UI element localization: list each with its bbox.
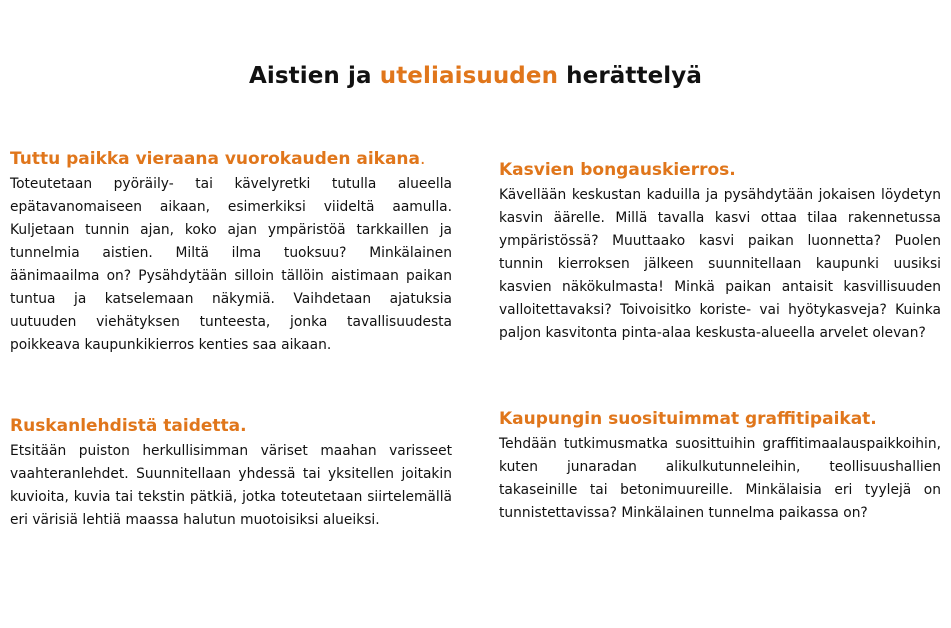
section-body: Kävellään keskustan kaduilla ja pysähdytään jokaisen löydetyn kasvin äärelle. Millä tavalla kasvi ottaa tilaa rakennetussa ympäristössä? Muuttaako kasvi paikan luonnetta? Puolen tunnin kierroksen jälkeen suunnitellaan kaupunki uusiksi kasvien näkökulmasta! Minkä paikan antaisit kasvillisuuden valloitettavaksi? Toivoisitko koriste- vai hyötykasveja? Kuinka paljon kasvitonta pinta-alaa keskusta-alueella arvelet olevan? [499, 187, 941, 341]
page-title-highlight: uteliaisuuden [379, 63, 559, 90]
section-title: Ruskanlehdistä taidetta. [10, 416, 247, 436]
page-title-part-2: herättelyä [558, 63, 702, 90]
page-title [0, 60, 951, 92]
section-title: Kaupungin suosituimmat graffitipaikat. [499, 409, 877, 429]
section-plant-spotting [499, 158, 941, 345]
section-familiar-place [10, 147, 452, 357]
section-title: Kasvien bongauskierros. [499, 160, 736, 180]
section-title-suffix: . [420, 149, 426, 169]
page-title-part-1: Aistien ja [248, 63, 380, 90]
section-body: Tehdään tutkimusmatka suosittuihin graffitimaalauspaikkoihin, kuten junaradan alikulkutunneleihin, teollisuushallien takaseinille tai betonimuureille. Minkälaisia eri tyylejä on tunnistettavissa? Minkälainen tunnelma paikassa on? [499, 436, 941, 521]
section-body: Etsitään puiston herkullisimman väriset maahan varisseet vaahteranlehdet. Suunnitellaan yhdessä tai yksitellen joitakin kuvioita, kuvia tai tekstin pätkiä, jotka toteutetaan siirtelemällä eri värisiä lehtiä maassa halutun muotoisiksi alueiksi. [10, 443, 452, 528]
section-title-text: Tuttu paikka vieraana vuorokauden aikana [10, 149, 421, 169]
section-autumn-leaves-art [10, 414, 452, 532]
section-title [10, 147, 452, 171]
section-graffiti-spots [499, 407, 941, 525]
section-body: Toteutetaan pyöräily- tai kävelyretki tutulla alueella epätavanomaiseen aikaan, esimerkiksi viideltä aamulla. Kuljetaan tunnin ajan, koko ajan ympäristöä tarkkaillen ja tunnelmia aistien. Miltä ilma tuoksuu? Minkälainen äänimaailma on? Pysähdytään silloin tällöin aistimaan paikan tuntua ja katselemaan näkymiä. Vaihdetaan ajatuksia uutuuden viehätyksen tunteesta, jonka tavallisuudesta poikkeava kaupunkikierros kenties saa aikaan. [10, 176, 452, 353]
